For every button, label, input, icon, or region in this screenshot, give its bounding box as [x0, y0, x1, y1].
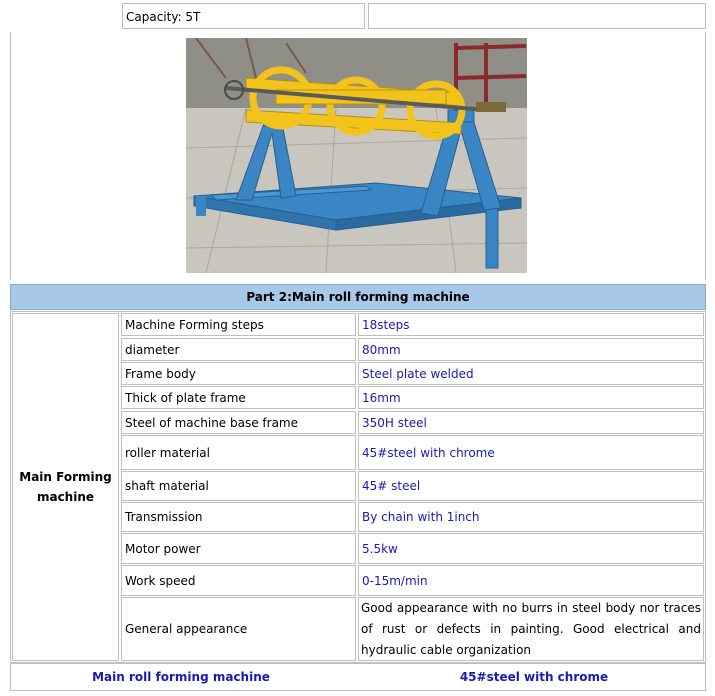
decoiler-photo: [186, 38, 527, 273]
spec-value: Good appearance with no burrs in steel body nor traces of rust or defects in painting. Good electrical and hydraulic cable organization: [358, 597, 704, 661]
spec-value: 18steps: [358, 313, 704, 336]
spec-name: roller material: [121, 435, 356, 470]
capacity-cell: Capacity: 5T: [122, 3, 365, 29]
spec-value: 45# steel: [358, 471, 704, 501]
spec-name: shaft material: [121, 471, 356, 501]
spec-name: Motor power: [121, 533, 356, 564]
spec-row: [121, 502, 706, 532]
main-forming-label-line2: machine: [36, 490, 95, 504]
spec-name: Thick of plate frame: [121, 386, 356, 409]
spec-name: Transmission: [121, 502, 356, 532]
spec-value: 45#steel with chrome: [358, 435, 704, 470]
spec-value: By chain with 1inch: [358, 502, 704, 532]
spec-row: [121, 471, 706, 501]
spec-row: [121, 362, 706, 385]
spec-row: [121, 386, 706, 409]
spec-name: Machine Forming steps: [121, 313, 356, 336]
footer-machine-label: Main roll forming machine: [92, 670, 270, 684]
spec-row: [121, 565, 706, 596]
footer-row: [10, 663, 706, 691]
capacity-row: [10, 3, 706, 31]
spec-value: 16mm: [358, 386, 704, 409]
spec-value: 5.5kw: [358, 533, 704, 564]
part2-header: Part 2:Main roll forming machine: [10, 284, 706, 310]
spec-name: diameter: [121, 338, 356, 361]
spec-row: [121, 597, 706, 661]
spec-value: 350H steel: [358, 411, 704, 434]
spec-row: [121, 435, 706, 470]
main-forming-label-line1: Main Forming: [19, 470, 112, 484]
main-forming-label: [12, 313, 119, 661]
spec-value: Steel plate welded: [358, 362, 704, 385]
spec-row: [121, 313, 706, 336]
blank-cell-right: [368, 3, 706, 29]
spec-name: Steel of machine base frame: [121, 411, 356, 434]
spec-row: [121, 533, 706, 564]
blank-cell: [10, 3, 120, 31]
spec-name: Frame body: [121, 362, 356, 385]
spec-name: Work speed: [121, 565, 356, 596]
spec-value: 0-15m/min: [358, 565, 704, 596]
spec-row: [121, 411, 706, 434]
spec-name: General appearance: [121, 597, 356, 661]
spec-row: [121, 338, 706, 361]
footer-material-label: 45#steel with chrome: [459, 670, 609, 684]
spec-value: 80mm: [358, 338, 704, 361]
